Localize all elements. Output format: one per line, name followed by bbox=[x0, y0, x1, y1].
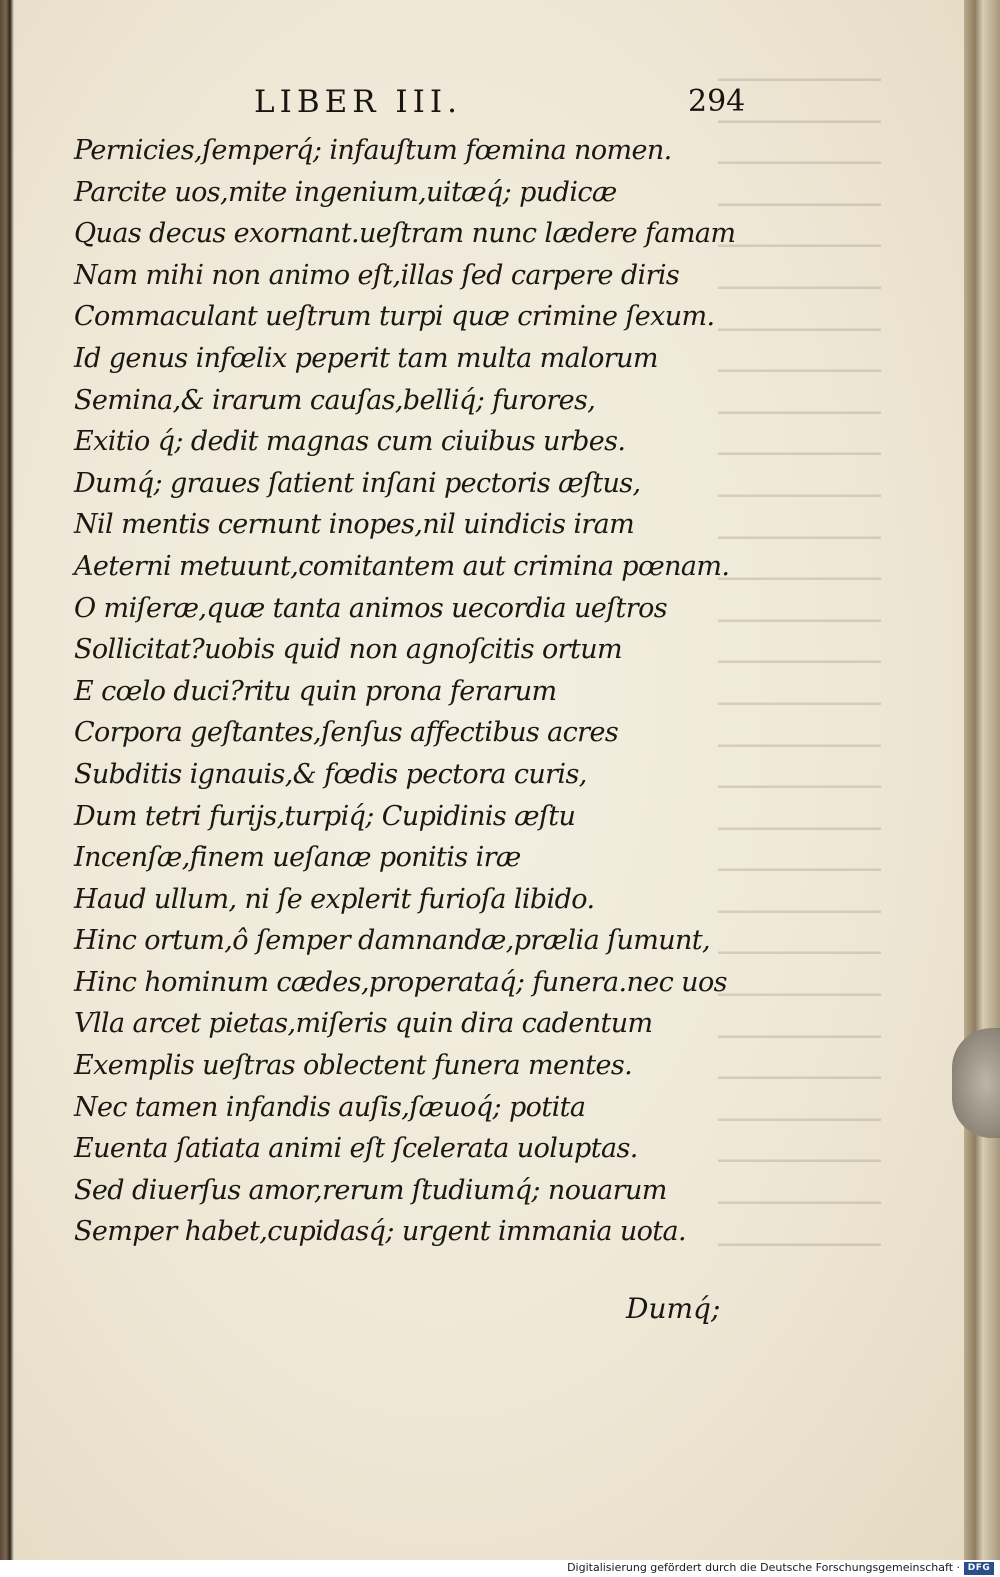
verse-line: Vlla arcet pietas,miſeris quin dira cadentum bbox=[74, 1008, 653, 1040]
verse-line: Nil mentis cernunt inopes,nil uindicis iram bbox=[74, 509, 635, 541]
catchword: Dumq́; bbox=[626, 1292, 721, 1325]
scanner-thumb-shadow bbox=[952, 1028, 1000, 1138]
verse-line: Dumq́; graues ſatient inſani pectoris æſtus, bbox=[74, 467, 641, 499]
verse-line: Dum tetri furijs,turpiq́; Cupidinis æſtu bbox=[74, 800, 576, 832]
verse-line: Nam mihi non animo eſt,illas ſed carpere diris bbox=[74, 259, 680, 291]
page-sheet bbox=[14, 0, 964, 1560]
verse-line: Exitio q́; dedit magnas cum ciuibus urbes. bbox=[74, 426, 626, 458]
folio-number: 294 bbox=[688, 84, 746, 119]
verse-line: Incenſæ,finem ueſanæ ponitis iræ bbox=[74, 842, 521, 874]
verse-line: Id genus infœlix peperit tam multa malorum bbox=[74, 342, 658, 374]
verse-line: E cœlo duci?ritu quin prona ferarum bbox=[74, 675, 557, 707]
verse-line: Pernicies,ſemperq́; infauſtum fœmina nomen. bbox=[74, 135, 672, 166]
digitization-footer bbox=[0, 1560, 1000, 1577]
verse-line: O miſeræ,quæ tanta animos uecordia ueſtros bbox=[74, 592, 667, 624]
verse-line: Exemplis ueſtras oblectent funera mentes. bbox=[74, 1050, 633, 1082]
verse-line: Corpora geſtantes,ſenſus affectibus acres bbox=[74, 717, 619, 749]
verse-line: Haud ullum, ni ſe explerit furioſa libido. bbox=[74, 883, 595, 915]
funding-credit: Digitalisierung gefördert durch die Deutsche Forschungsgemeinschaft · bbox=[567, 1561, 960, 1574]
page-header bbox=[14, 84, 964, 124]
verse-list bbox=[74, 130, 754, 1253]
verse-line: Hinc ortum,ô ſemper damnandæ,prælia ſumunt, bbox=[74, 925, 711, 957]
verse-line: Subditis ignauis,& fœdis pectora curis, bbox=[74, 758, 587, 790]
verse-line: Euenta ſatiata animi eſt ſcelerata uoluptas. bbox=[74, 1133, 638, 1165]
verse-line: Parcite uos,mite ingenium,uitæq́; pudicæ bbox=[74, 176, 617, 208]
verse-line: Commaculant ueſtrum turpi quæ crimine ſexum. bbox=[74, 301, 715, 333]
dfg-logo: DFG bbox=[964, 1562, 994, 1575]
bleed-through-shadow: ───────── ───────── ───────── ───────── ───────── ───────── ───────── ───────── ───────── ───────── ───────── ───────── ───────── ───────── ───────── ───────── ───────── ───────── ───────── ───────── ───────── ───────── ───────── ───────── ───────── ───────── ───────── ───────── ───────── bbox=[718, 63, 881, 1263]
verse-line: Hinc hominum cædes,properataq́; funera.nec uos bbox=[74, 966, 727, 998]
running-title: LIBER III. bbox=[254, 84, 463, 120]
verse-line: Aeterni metuunt,comitantem aut crimina pœnam. bbox=[74, 550, 730, 582]
verse-line: Nec tamen infandis auſis,ſæuoq́; potita bbox=[74, 1091, 586, 1123]
verse-line: Quas decus exornant.ueſtram nunc lædere famam bbox=[74, 218, 736, 250]
verse-line: Semina,& irarum cauſas,belliq́; furores, bbox=[74, 384, 596, 416]
verse-line: Sed diuerſus amor,rerum ſtudiumq́; nouarum bbox=[74, 1174, 667, 1206]
verse-line: Semper habet,cupidasq́; urgent immania uota. bbox=[74, 1216, 687, 1248]
verse-line: Sollicitat?uobis quid non agnoſcitis ortum bbox=[74, 634, 622, 666]
